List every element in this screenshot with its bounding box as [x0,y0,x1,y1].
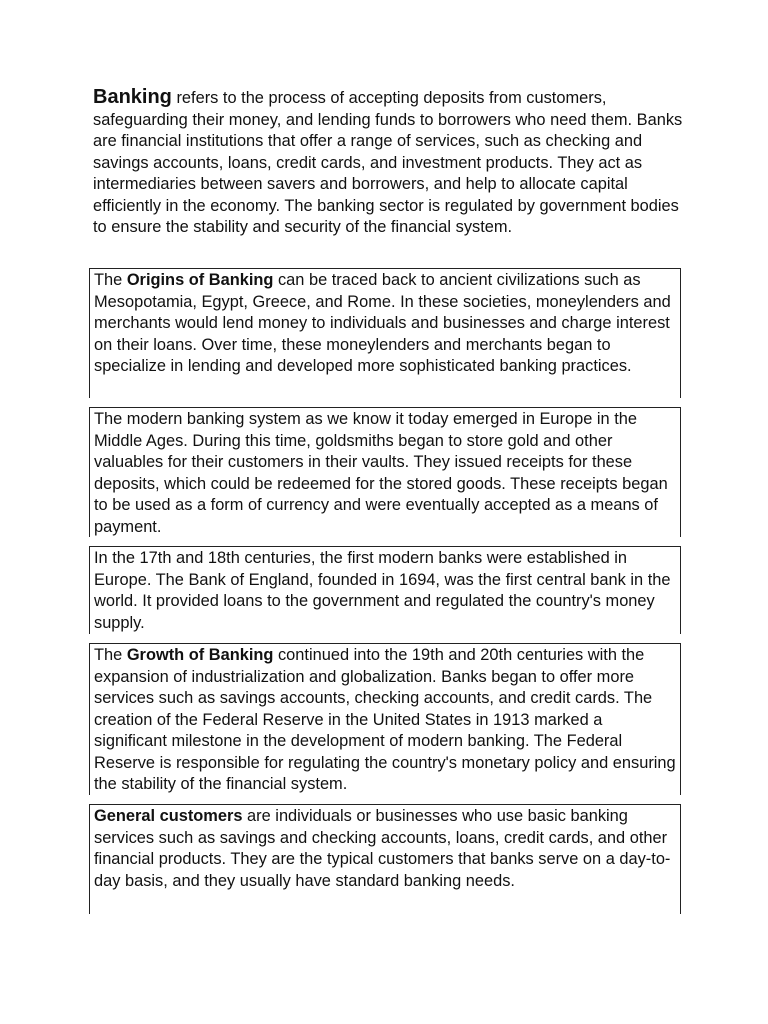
section-term: Growth of Banking [126,646,274,664]
section-general-customers [89,804,681,914]
section-paragraph [94,409,677,538]
intro-text: refers to the process of accepting deposits from customers, safeguarding their money, and lending funds to borrowers who need them. Banks are financial institutions that offer a range of services, such as checking and savings accounts, loans, credit cards, and investment products. They act as intermediaries between savers and borrowers, and help to allocate capital efficiently in the economy. The banking sector is regulated by government bodies to ensure the stability and security of the financial system. [93,89,683,236]
section-text: can be traced back to ancient civilizations such as Mesopotamia, Egypt, Greece, and Rome. In these societies, moneylenders and merchants would lend money to individuals and businesses and charge interest on their loans. Over time, these moneylenders and merchants began to specialize in lending and developed more sophisticated banking practices. [94,271,671,375]
section-text: The modern banking system as we know it today emerged in Europe in the Middle Ages. During this time, goldsmiths began to store gold and other valuables for their customers in their vaults. They issued receipts for these deposits, which could be redeemed for the stored goods. These receipts began to be used as a form of currency and were eventually accepted as a means of payment. [94,410,668,536]
section-origins [89,268,681,398]
intro-term: Banking [93,86,172,108]
section-text: In the 17th and 18th centuries, the first modern banks were established in Europe. The Bank of England, founded in 1694, was the first central bank in the world. It provided loans to the government and regulated the country's money supply. [94,549,671,632]
section-term: Origins of Banking [126,271,274,289]
section-prefix: The [94,646,127,664]
section-paragraph [94,270,677,378]
section-first-banks [89,546,681,634]
section-prefix: The [94,271,127,289]
section-text: continued into the 19th and 20th centuries with the expansion of industrialization and globalization. Banks began to offer more services such as savings accounts, checking accounts, and credit cards. The creation of the Federal Reserve in the United States in 1913 marked a significant milestone in the development of modern banking. The Federal Reserve is responsible for regulating the country's monetary policy and ensuring the stability of the financial system. [94,646,676,793]
section-paragraph [94,806,677,892]
section-modern-banking [89,407,681,537]
section-term: General customers [94,807,243,825]
section-paragraph [94,548,677,634]
section-paragraph [94,645,677,796]
intro-paragraph [93,87,683,239]
section-growth [89,643,681,795]
section-text: are individuals or businesses who use basic banking services such as savings and checking accounts, loans, credit cards, and other financial products. They are the typical customers that banks serve on a day-to-day basis, and they usually have standard banking needs. [94,807,671,890]
